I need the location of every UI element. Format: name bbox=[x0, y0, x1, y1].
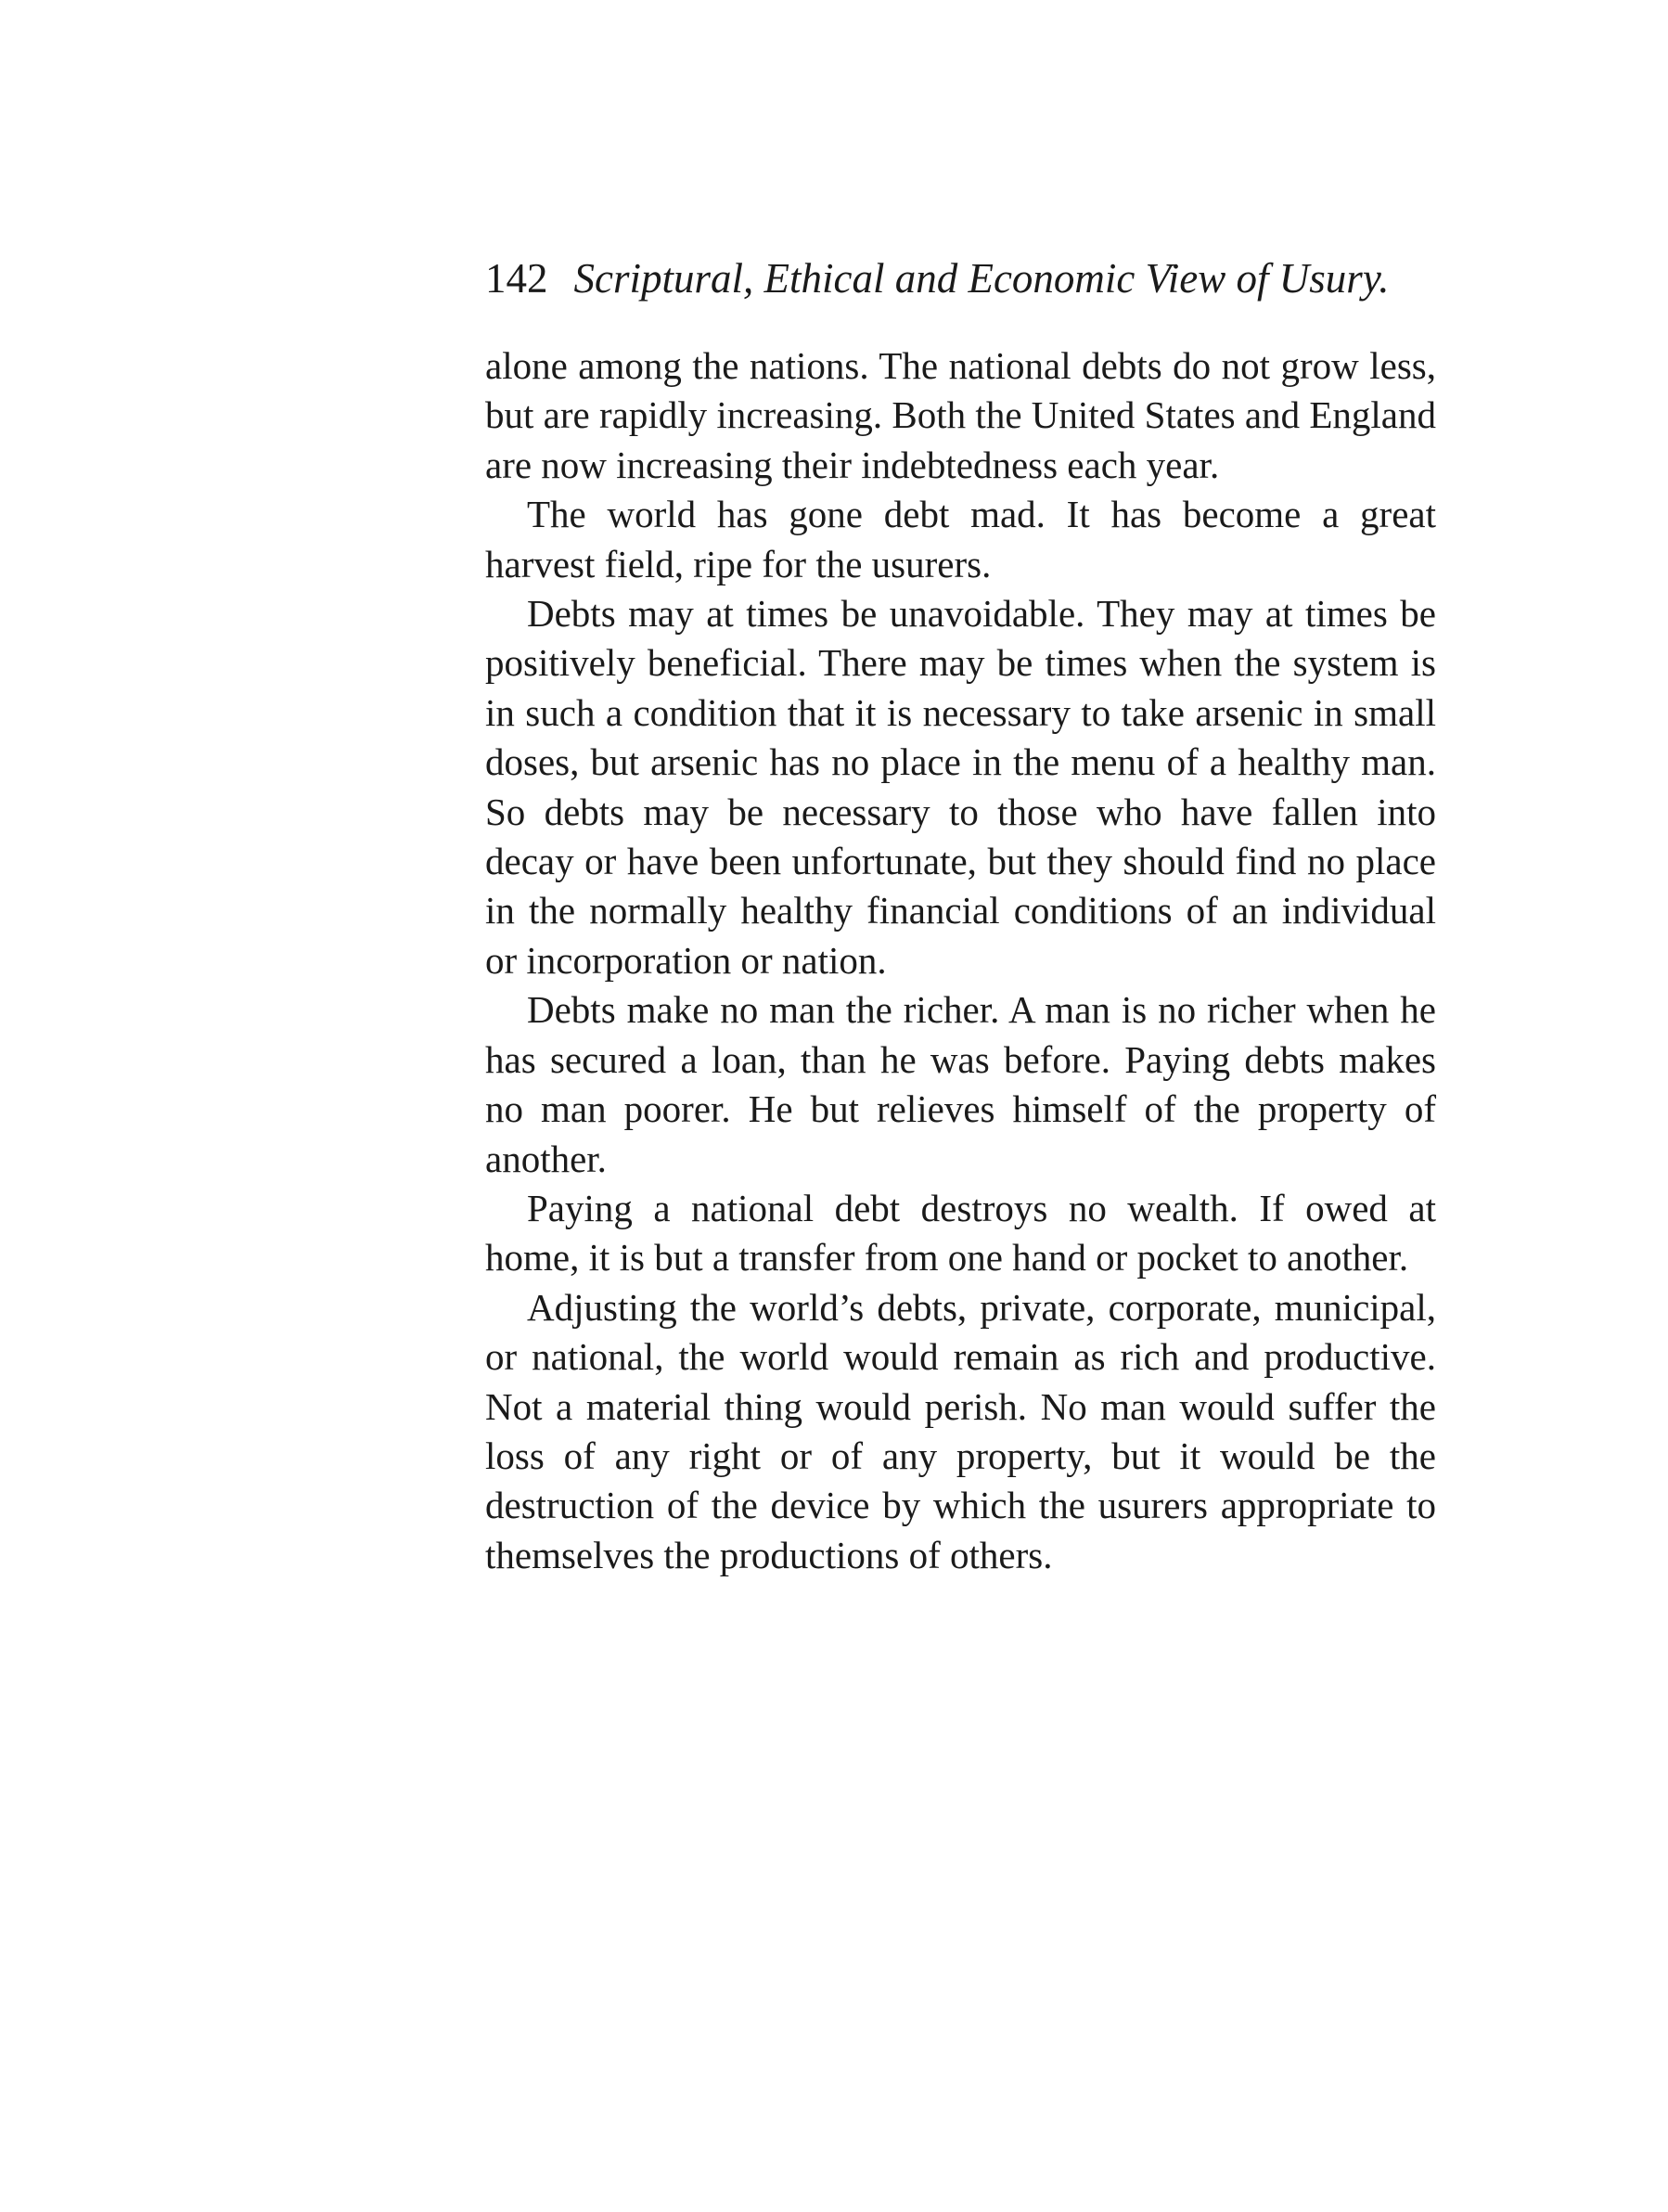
paragraph-debt-mad: The world has gone debt mad. It has become a great harvest field, ripe for the usurers. bbox=[485, 493, 1436, 585]
paragraph-debts-no-richer: Debts make no man the richer. A man is no richer when he has secured a loan, than he was before. Paying debts makes no man poorer. He but relieves himself of the property of another. bbox=[485, 988, 1436, 1180]
paragraph-debts-unavoidable: Debts may at times be unavoidable. They may at times be positively beneficial. There may be times when the system is in such a condition that it is necessary to take arsenic in small doses, but arsenic has no place in the menu of a healthy man. So debts may be necessary to those who have fallen into decay or have been unfortunate, but they should find no place in the normally healthy financial conditions of an individual or incorporation or nation. bbox=[485, 592, 1436, 982]
running-head bbox=[485, 251, 1441, 306]
paragraph-adjusting-debts: Adjusting the world’s debts, private, corporate, municipal, or national, the world would remain as rich and productive. Not a material thing would perish. No man would suffer the loss of any right or of any property, but it would be the destruction of the device by which the usurers appropriate to themselves the productions of others. bbox=[485, 1285, 1436, 1576]
paragraph-national-debt: Paying a national debt destroys no wealth. If owed at home, it is but a transfer from one hand or pocket to another. bbox=[485, 1186, 1436, 1280]
paragraph-continued: alone among the nations. The national debts do not grow less, but are rapidly increasing. Both the United States and England are now increasing their indebtedness each year. bbox=[485, 344, 1436, 486]
running-title: Scriptural, Ethical and Economic View of Usury. bbox=[573, 255, 1390, 302]
body-text bbox=[485, 341, 1436, 1580]
page-number: 142 bbox=[485, 255, 548, 302]
